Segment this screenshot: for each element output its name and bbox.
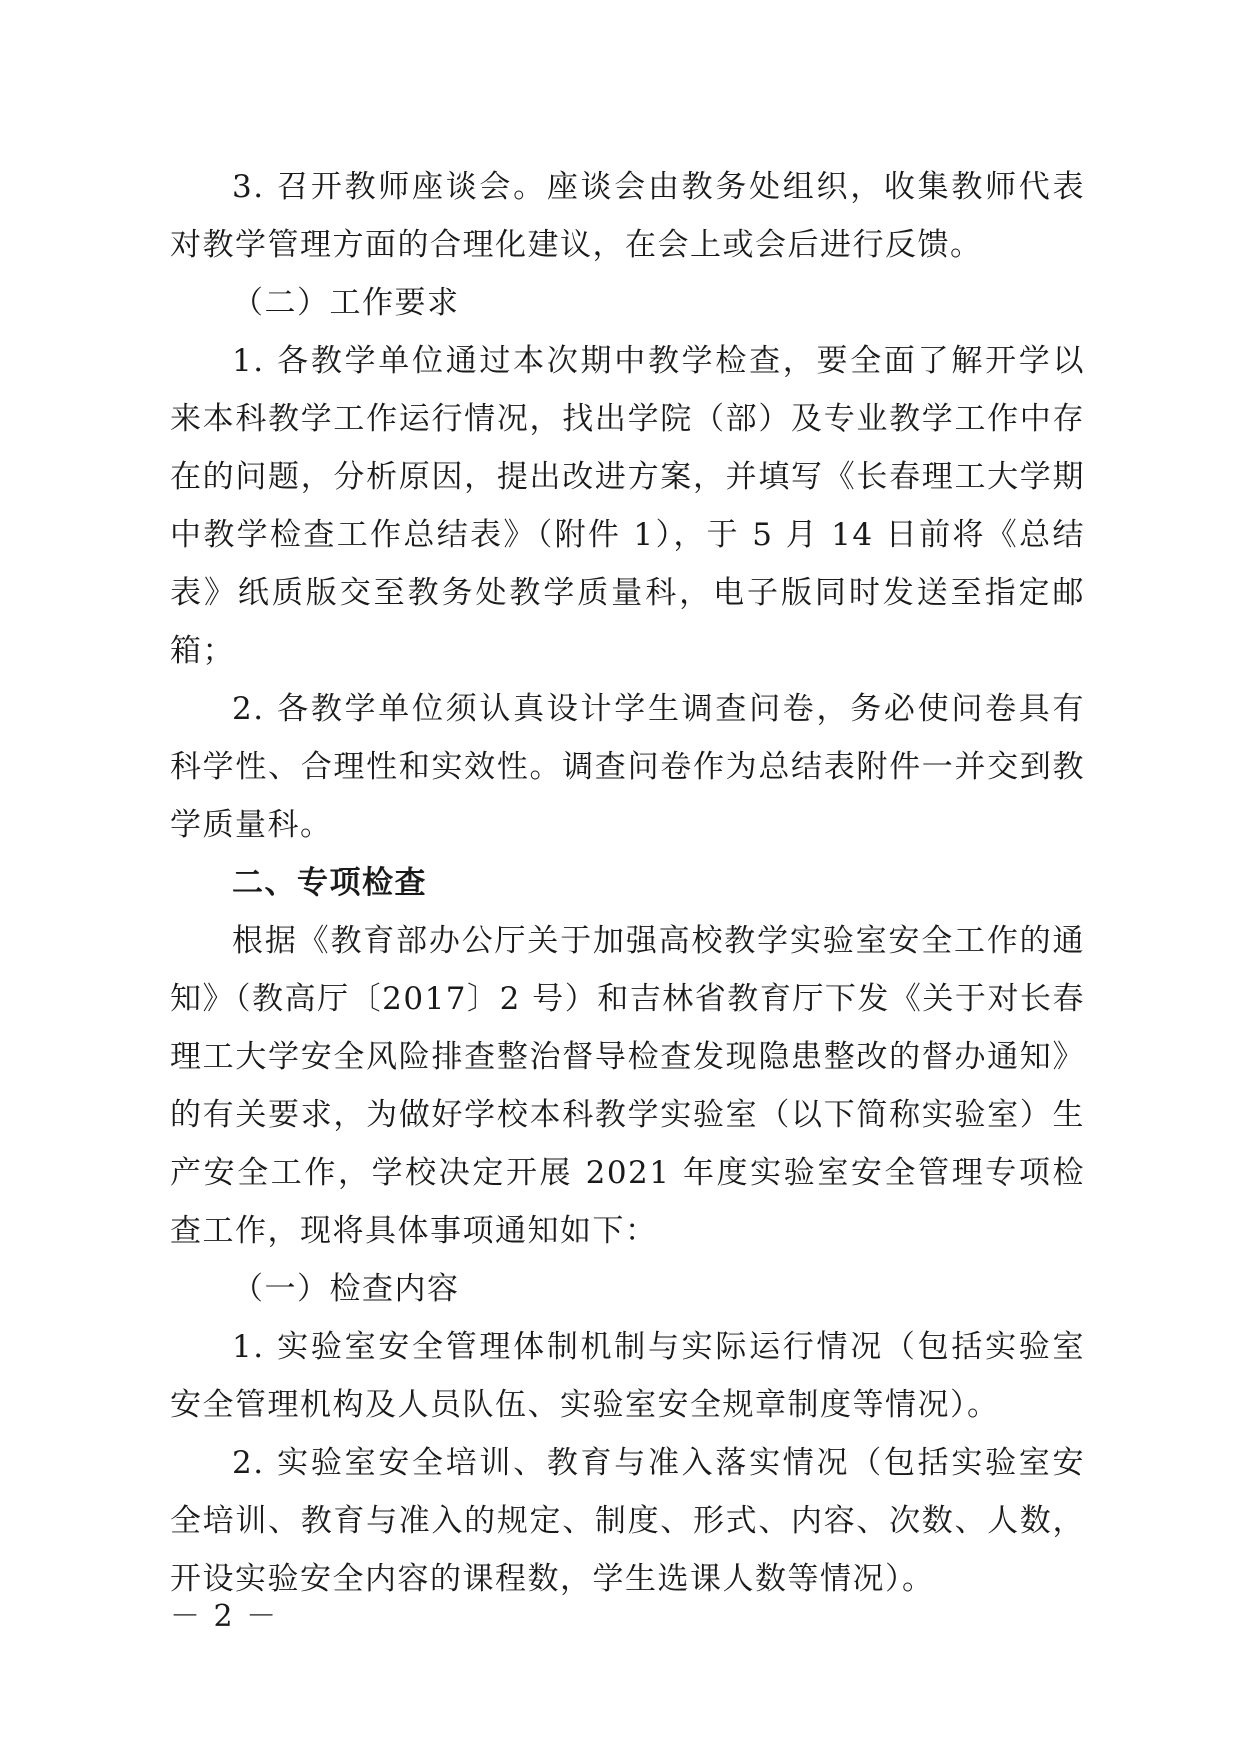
paragraph-requirement-2: 2. 各教学单位须认真设计学生调查问卷，务必使问卷具有科学性、合理性和实效性。调查问卷作为总结表附件一并交到教学质量科。 bbox=[170, 691, 1085, 843]
section-heading-special-inspection: 二、专项检查 bbox=[232, 865, 427, 901]
subheading-inspection-content: （一）检查内容 bbox=[232, 1271, 460, 1307]
paragraph-inspection-basis: 根据《教育部办公厅关于加强高校教学实验室安全工作的通知》（教高厅〔2017〕2 号）和吉林省教育厅下发《关于对长春理工大学安全风险排查整治督导检查发现隐患整改的督办通知》的有关要求，为做好学校本科教学实验室（以下简称实验室）生产安全工作，学校决定开展 2021 年度实验室安全管理专项检查工作，现将具体事项通知如下： bbox=[170, 923, 1085, 1249]
paragraph-content-2: 2. 实验室安全培训、教育与准入落实情况（包括实验室安全培训、教育与准入的规定、制度、形式、内容、次数、人数，开设实验安全内容的课程数，学生选课人数等情况）。 bbox=[170, 1445, 1085, 1597]
document-body bbox=[170, 158, 1085, 1608]
page-number: － 2 － bbox=[170, 1599, 279, 1634]
paragraph-content-1: 1. 实验室安全管理体制机制与实际运行情况（包括实验室安全管理机构及人员队伍、实验室安全规章制度等情况）。 bbox=[170, 1329, 1085, 1423]
paragraph-requirement-1: 1. 各教学单位通过本次期中教学检查，要全面了解开学以来本科教学工作运行情况，找出学院（部）及专业教学工作中存在的问题，分析原因，提出改进方案，并填写《长春理工大学期中教学检查工作总结表》（附件 1），于 5 月 14 日前将《总结表》纸质版交至教务处教学质量科，电子版同时发送至指定邮箱； bbox=[170, 343, 1085, 669]
subheading-work-requirements: （二）工作要求 bbox=[232, 285, 460, 321]
paragraph-teacher-forum: 3. 召开教师座谈会。座谈会由教务处组织，收集教师代表对教学管理方面的合理化建议，在会上或会后进行反馈。 bbox=[170, 169, 1085, 263]
